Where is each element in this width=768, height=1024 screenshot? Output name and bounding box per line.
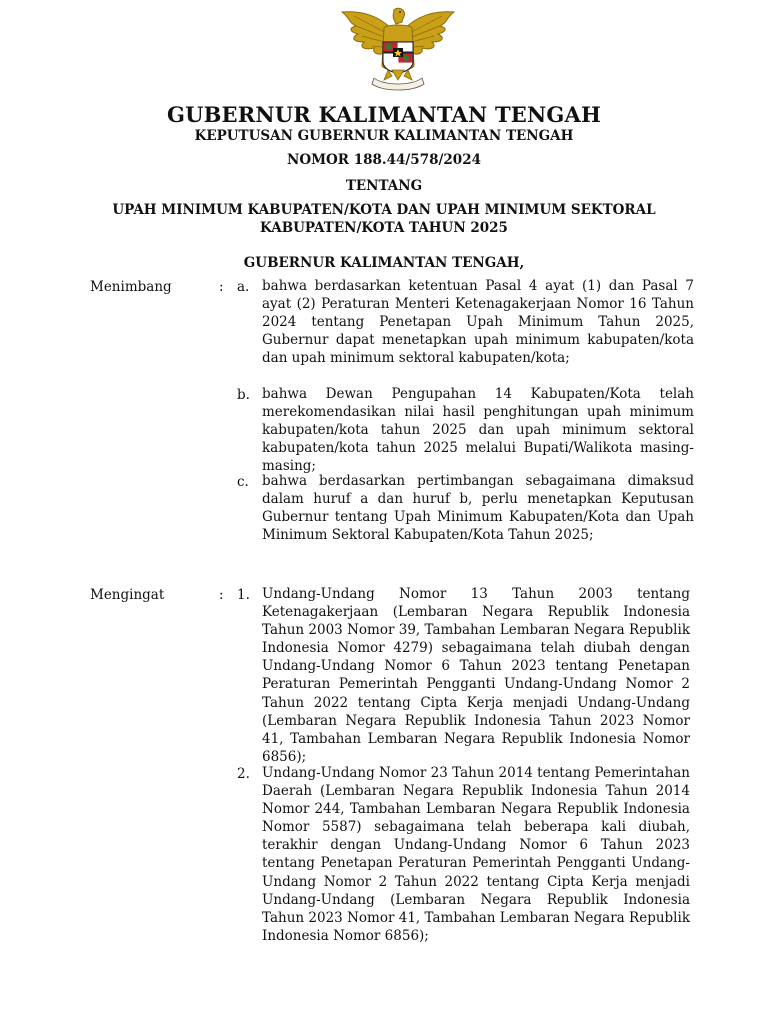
mengingat-item-marker: 2. bbox=[237, 766, 250, 782]
mengingat-item-text: Undang-Undang Nomor 13 Tahun 2003 tentang Ketenagakerjaan (Lembaran Negara Republik Indonesia Tahun 2003 Nomor 39, Tambahan Lembaran Negara Republik Indonesia Nomor 4279) sebagaimana telah diubah dengan Undang-Undang Nomor 6 Tahun 2023 tentang Penetapan Peraturan Pemerintah Pengganti Undang-Undang Nomor 2 Tahun 2022 tentang Cipta Kerja menjadi Undang-Undang (Lembaran Negara Republik Indonesia Tahun 2023 Nomor 41, Tambahan Lembaran Negara Republik Indonesia Nomor 6856); bbox=[262, 586, 690, 765]
menimbang-item-marker: b. bbox=[237, 387, 250, 403]
issuer-heading: GUBERNUR KALIMANTAN TENGAH, bbox=[243, 255, 525, 271]
decree-number: NOMOR 188.44/578/2024 bbox=[286, 152, 481, 168]
menimbang-item-text: bahwa berdasarkan ketentuan Pasal 4 ayat (1) dan Pasal 7 ayat (2) Peraturan Menteri Ketenagakerjaan Nomor 16 Tahun 2024 tentang Penetapan Upah Minimum Tahun 2025, Gubernur dapat menetapkan upah minimum kabupaten/kota dan upah minimum sektoral kabupaten/kota; bbox=[262, 278, 694, 367]
governor-title: GUBERNUR KALIMANTAN TENGAH bbox=[166, 102, 602, 127]
mengingat-item-text: Undang-Undang Nomor 23 Tahun 2014 tentang Pemerintahan Daerah (Lembaran Negara Republik Indonesia Tahun 2014 Nomor 244, Tambahan Lembaran Negara Republik Indonesia Nomor 5587) sebagaimana telah beberapa kali diubah, terakhir dengan Undang-Undang Nomor 6 Tahun 2023 tentang Penetapan Peraturan Pemerintah Pengganti Undang-Undang Nomor 2 Tahun 2022 tentang Cipta Kerja menjadi Undang-Undang (Lembaran Negara Republik Indonesia Tahun 2023 Nomor 41, Tambahan Lembaran Negara Republik Indonesia Nomor 6856); bbox=[262, 765, 691, 944]
decree-title: KEPUTUSAN GUBERNUR KALIMANTAN TENGAH bbox=[194, 128, 574, 144]
menimbang-item-text: bahwa Dewan Pengupahan 14 Kabupaten/Kota telah merekomendasikan nilai hasil penghitungan upah minimum kabupaten/kota tahun 2025 dan upah minimum sektoral kabupaten/kota tahun 2025 melalui Bupati/Walikota masing-masing; bbox=[262, 386, 694, 475]
menimbang-item-marker: a. bbox=[237, 279, 250, 295]
garuda-pancasila-emblem-icon bbox=[336, 6, 460, 96]
mengingat-colon: : bbox=[219, 587, 224, 603]
subject-line-1: UPAH MINIMUM KABUPATEN/KOTA DAN UPAH MINIMUM SEKTORAL bbox=[112, 202, 656, 218]
mengingat-label: Mengingat bbox=[90, 587, 165, 603]
mengingat-item-marker: 1. bbox=[237, 587, 250, 603]
menimbang-label: Menimbang bbox=[90, 279, 172, 295]
menimbang-item-marker: c. bbox=[237, 474, 249, 490]
about-heading: TENTANG bbox=[345, 178, 423, 194]
menimbang-colon: : bbox=[219, 279, 224, 295]
menimbang-item-text: bahwa berdasarkan pertimbangan sebagaimana dimaksud dalam huruf a dan huruf b, perlu menetapkan Keputusan Gubernur tentang Upah Minimum Kabupaten/Kota dan Upah Minimum Sektoral Kabupaten/Kota Tahun 2025; bbox=[262, 473, 694, 544]
subject-line-2: KABUPATEN/KOTA TAHUN 2025 bbox=[260, 220, 508, 236]
